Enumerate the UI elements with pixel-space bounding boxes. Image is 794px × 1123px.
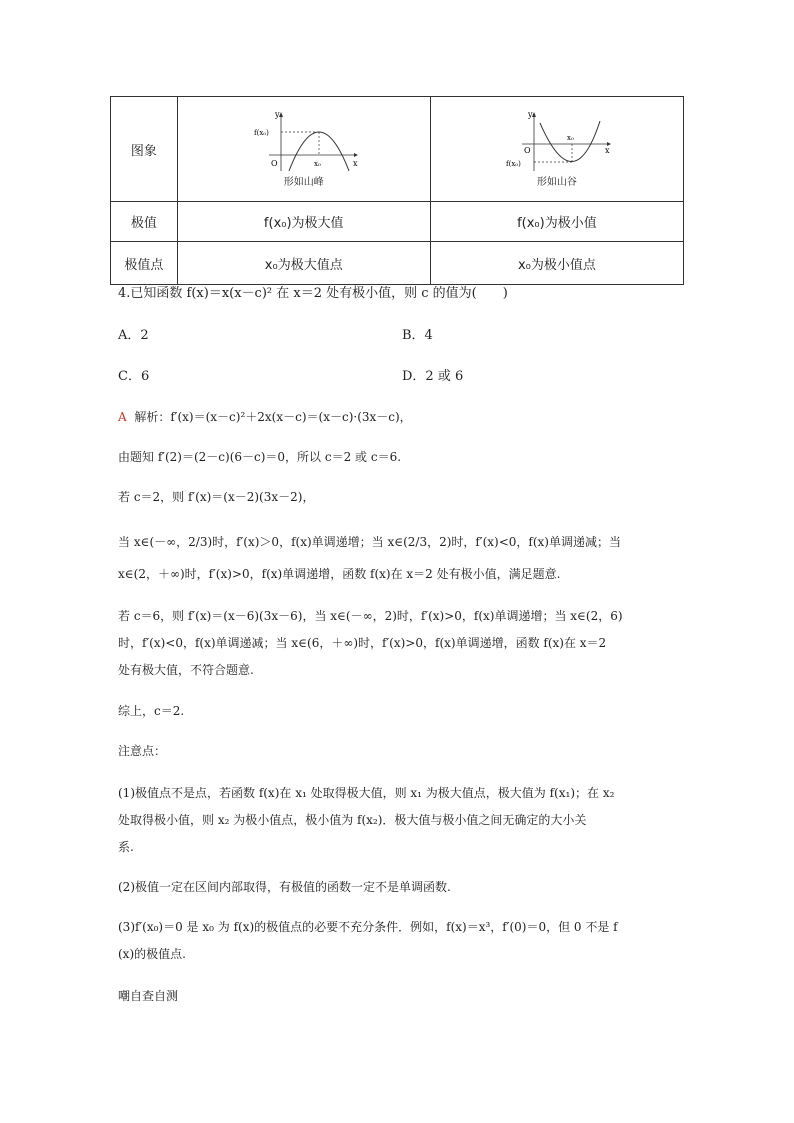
peak-x0: x₀ bbox=[313, 159, 321, 168]
row-label-extremum-point: 极值点 bbox=[111, 242, 178, 285]
solution-line-7: 时，f′(x)<0，f(x)单调递减；当 x∈(6，＋∞)时，f′(x)>0，f(x)单调递增，函数 f(x)在 x＝2 bbox=[118, 636, 607, 650]
peak-caption: 形如山峰 bbox=[283, 176, 324, 188]
valley-graph bbox=[502, 111, 612, 173]
option-c: C．6 bbox=[118, 369, 150, 384]
peak-fx0: f(x₀) bbox=[253, 128, 269, 137]
solution-line-2: 由题知 f′(2)＝(2－c)(6－c)＝0，所以 c＝2 或 c＝6. bbox=[118, 450, 402, 464]
solution-line-6: 若 c＝6，则 f′(x)＝(x－6)(3x－6)，当 x∈(－∞，2)时，f′(x)>0，f(x)单调递增；当 x∈(2，6) bbox=[118, 609, 623, 623]
note-3-line-1: (3)f′(x₀)＝0 是 x₀ 为 f(x)的极值点的必要不充分条件．例如，f(x)＝x³，f′(0)＝0，但 0 不是 f bbox=[118, 920, 618, 934]
solution-line-8: 处有极大值，不符合题意. bbox=[118, 663, 254, 677]
row-label-extremum: 极值 bbox=[111, 202, 178, 242]
solution-line-5: x∈(2，＋∞)时，f′(x)>0，f(x)单调递增，函数 f(x)在 x＝2 处有极小值，满足题意. bbox=[118, 567, 561, 581]
solution-line-3: 若 c＝2，则 f′(x)＝(x－2)(3x－2)， bbox=[118, 490, 315, 504]
note-3-line-2: (x)的极值点. bbox=[118, 947, 186, 961]
valley-x-label: x bbox=[604, 145, 610, 155]
valley-x0: x₀ bbox=[566, 133, 574, 142]
note-1-line-1: (1)极值点不是点，若函数 f(x)在 x₁ 处取得极大值，则 x₁ 为极大值点，极大值为 f(x₁)；在 x₂ bbox=[118, 786, 615, 800]
question-stem: 4.已知函数 f(x)＝x(x－c)² 在 x＝2 处有极小值，则 c 的值为( ) bbox=[118, 286, 508, 301]
peak-y-label: y bbox=[274, 110, 280, 119]
peak-x-label: x bbox=[352, 158, 358, 168]
answer-letter: A bbox=[118, 410, 127, 424]
extremum-table bbox=[110, 96, 684, 285]
note-1-line-3: 系. bbox=[118, 840, 134, 854]
solution-line-4: 当 x∈(－∞，2/3)时，f′(x)＞0，f(x)单调递增；当 x∈(2/3，2)时，f′(x)<0，f(x)单调递减；当 bbox=[118, 535, 621, 549]
row-label-graph: 图象 bbox=[111, 97, 178, 202]
min-point-cell: x₀为极小值点 bbox=[430, 242, 683, 285]
option-b: B．4 bbox=[402, 328, 433, 343]
solution-line-1: A 解析：f′(x)＝(x－c)²＋2x(x－c)＝(x－c)·(3x－c)， bbox=[118, 410, 412, 424]
section-footer: 嘲自查自测 bbox=[118, 989, 179, 1003]
min-value-cell: f(x₀)为极小值 bbox=[430, 202, 683, 242]
option-d: D．2 或 6 bbox=[402, 369, 464, 384]
note-1-line-2: 处取得极小值，则 x₂ 为极小值点，极小值为 f(x₂)．极大值与极小值之间无确定的大小关 bbox=[118, 813, 587, 827]
peak-graph bbox=[249, 111, 359, 173]
note-2: (2)极值一定在区间内部取得，有极值的函数一定不是单调函数. bbox=[118, 880, 451, 894]
valley-origin: O bbox=[523, 145, 531, 155]
max-point-cell: x₀为极大值点 bbox=[177, 242, 430, 285]
max-value-cell: f(x₀)为极大值 bbox=[177, 202, 430, 242]
valley-caption: 形如山谷 bbox=[536, 176, 577, 188]
valley-fx0: f(x₀) bbox=[505, 159, 521, 168]
peak-origin: O bbox=[270, 158, 278, 168]
option-a: A．2 bbox=[118, 328, 149, 343]
notes-title: 注意点： bbox=[118, 744, 167, 758]
solution-line-9: 综上，c＝2. bbox=[118, 704, 185, 718]
valley-y-label: y bbox=[527, 110, 533, 119]
